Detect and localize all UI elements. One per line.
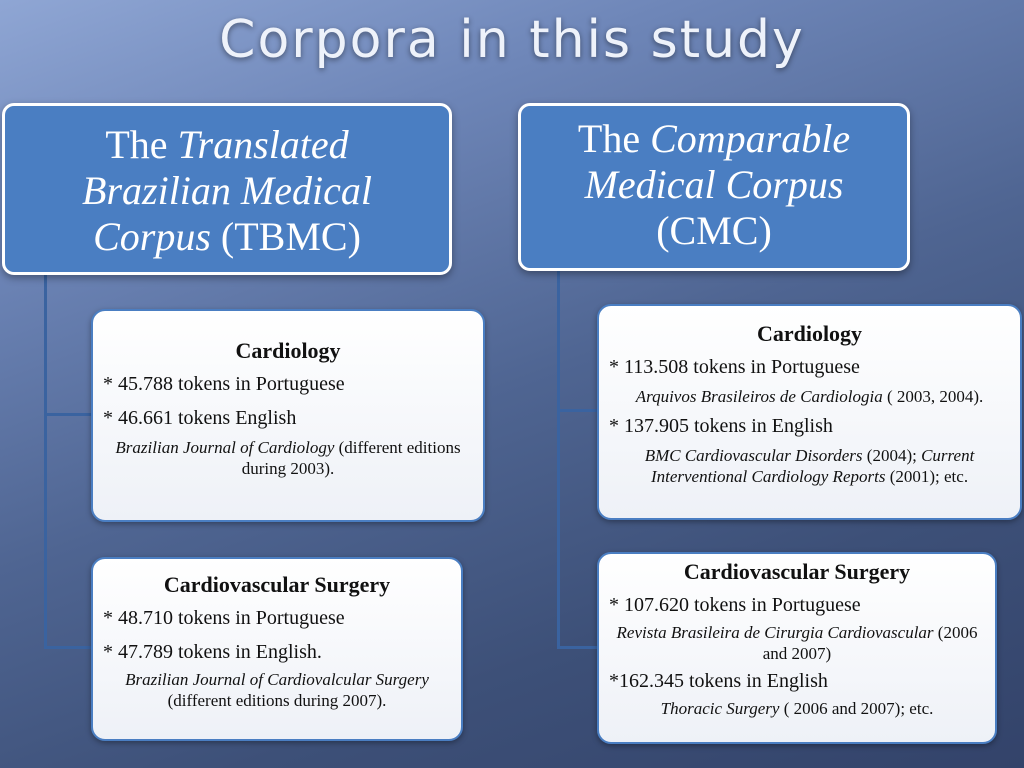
source-journals: Brazilian Journal of Cardiovalcular Surgery (different editions during 2007). bbox=[125, 670, 429, 710]
token-count-portuguese: * 45.788 tokens in Portuguese bbox=[103, 373, 345, 395]
cmc-connector-vertical bbox=[557, 271, 560, 649]
cmc-surgery-card bbox=[597, 552, 997, 744]
cmc-heading-line1: The Comparable bbox=[577, 116, 851, 161]
token-count-english: * 46.661 tokens English bbox=[103, 407, 297, 429]
token-count-portuguese: * 48.710 tokens in Portuguese bbox=[103, 607, 345, 629]
tbmc-connector-vertical bbox=[44, 275, 47, 649]
token-count-portuguese: * 113.508 tokens in Portuguese bbox=[609, 356, 860, 378]
slide-title: Corpora in this study bbox=[219, 10, 805, 70]
token-count-portuguese: * 107.620 tokens in Portuguese bbox=[609, 594, 861, 616]
tbmc-cardiology-card bbox=[91, 309, 485, 522]
cmc-cardiology-card bbox=[597, 304, 1022, 520]
source-journal-portuguese: Arquivos Brasileiros de Cardiologia ( 2003, 2004). bbox=[635, 387, 984, 406]
cmc-connector-to-cardiology bbox=[557, 409, 599, 412]
source-journal-english: Thoracic Surgery ( 2006 and 2007); etc. bbox=[660, 699, 934, 718]
source-journals-english: BMC Cardiovascular Disorders (2004); Current Interventional Cardiology Reports (2001); etc. bbox=[644, 446, 975, 486]
tbmc-heading-line2: Brazilian Medical bbox=[82, 168, 372, 213]
card-title: Cardiology bbox=[756, 321, 863, 346]
token-count-english: * 47.789 tokens in English. bbox=[103, 641, 322, 663]
source-journals: Brazilian Journal of Cardiology (different editions during 2003). bbox=[115, 438, 461, 478]
tbmc-connector-to-surgery bbox=[44, 646, 92, 649]
cmc-connector-to-surgery bbox=[557, 646, 599, 649]
token-count-english: * 137.905 tokens in English bbox=[609, 415, 833, 437]
card-title: Cardiology bbox=[235, 338, 341, 363]
tbmc-heading-line3: Corpus (TBMC) bbox=[93, 214, 361, 259]
tbmc-connector-to-cardiology bbox=[44, 413, 92, 416]
tbmc-heading-line1: The Translated bbox=[105, 122, 349, 167]
source-journal-portuguese: Revista Brasileira de Cirurgia Cardiovascular (2006 and 2007) bbox=[616, 623, 978, 663]
tbmc-heading-box bbox=[2, 103, 452, 275]
card-title: Cardiovascular Surgery bbox=[683, 559, 911, 584]
tbmc-surgery-card bbox=[91, 557, 463, 741]
cmc-heading-line3: (CMC) bbox=[656, 208, 772, 253]
cmc-heading-line2: Medical Corpus bbox=[584, 162, 844, 207]
cmc-heading-box bbox=[518, 103, 910, 271]
token-count-english: *162.345 tokens in English bbox=[609, 670, 828, 692]
card-title: Cardiovascular Surgery bbox=[163, 572, 391, 597]
